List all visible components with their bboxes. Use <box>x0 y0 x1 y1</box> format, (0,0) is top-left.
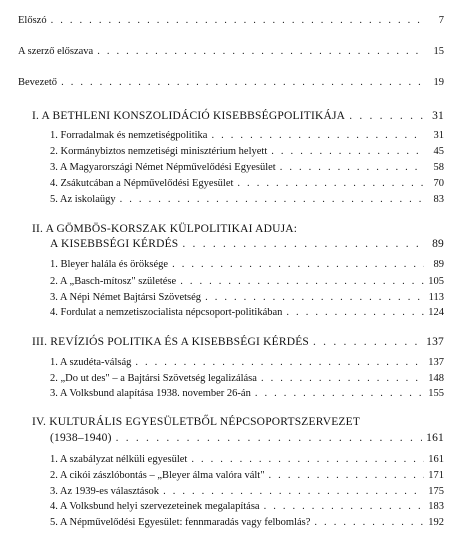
toc-entry-page: 31 <box>433 130 444 141</box>
toc-entry-page: 105 <box>428 276 444 287</box>
toc-entry-page: 161 <box>426 432 444 444</box>
toc-entry-title: 3. A Volksbund alapítása 1938. november 26-án <box>50 388 251 399</box>
toc-entry-title: 4. A Volksbund helyi szervezeteinek megalapítása <box>50 501 260 512</box>
dot-leader <box>120 193 424 206</box>
dot-leader <box>286 306 424 319</box>
toc-entry-title: 5. A Népművelődési Egyesület: fennmaradás vagy felbomlás? <box>50 517 311 528</box>
toc-section-heading <box>50 432 444 445</box>
toc-entry <box>50 161 444 174</box>
dot-leader <box>237 177 424 190</box>
toc-entry-page: 83 <box>433 194 444 205</box>
toc-entry <box>18 14 444 27</box>
toc-entry-page: 183 <box>428 501 444 512</box>
toc-entry-page: 58 <box>433 162 444 173</box>
dot-leader <box>205 291 424 304</box>
toc-entry-title: 2. „Do ut des" – a Bajtársi Szövetség legalizálása <box>50 373 257 384</box>
toc-entry-page: 31 <box>432 110 444 122</box>
toc-entry-page: 137 <box>426 336 444 348</box>
dot-leader <box>261 372 424 385</box>
toc-entry-title: 3. A Népi Német Bajtársi Szövetség <box>50 292 202 303</box>
dot-leader <box>314 516 424 529</box>
toc-entry-title: (1938–1940) <box>50 432 112 444</box>
toc-entry <box>50 258 444 271</box>
dot-leader <box>51 14 424 27</box>
toc-entry <box>50 291 444 304</box>
toc-entry <box>50 356 444 369</box>
toc-entry-page: 113 <box>428 292 444 303</box>
dot-leader <box>280 161 424 174</box>
toc-entry-title: I. A BETHLENI KONSZOLIDÁCIÓ KISEBBSÉGPOLITIKÁJA <box>32 110 346 122</box>
dot-leader <box>264 500 424 513</box>
toc-entry <box>50 387 444 400</box>
toc-entry-page: 148 <box>428 373 444 384</box>
toc-entry <box>50 453 444 466</box>
toc-entry-page: 192 <box>428 517 444 528</box>
dot-leader <box>97 45 424 58</box>
toc-entry-title: 2. A „Basch-mítosz" születése <box>50 276 177 287</box>
toc-section-heading: IV. KULTURÁLIS EGYESÜLETBŐL NÉPCSOPORTSZERVEZET <box>32 416 361 428</box>
toc-entry-title: 3. Az 1939-es választások <box>50 486 160 497</box>
toc-entry <box>18 45 444 58</box>
toc-section-heading <box>32 336 444 349</box>
toc-entry-page: 7 <box>438 15 444 26</box>
toc-entry-title: 1. A szabályzat nélküli egyesület <box>50 454 188 465</box>
toc-entry-page: 175 <box>428 486 444 497</box>
toc-entry <box>50 500 444 513</box>
toc-entry <box>50 469 444 482</box>
toc-entry-title: Előszó <box>18 15 47 26</box>
dot-leader <box>211 129 424 142</box>
toc-entry-title: 5. Az iskolaügy <box>50 194 116 205</box>
dot-leader <box>180 275 424 288</box>
toc-entry-title: 3. A Magyarországi Német Népművelődési Egyesület <box>50 162 276 173</box>
toc-entry-title: A szerző előszava <box>18 46 94 57</box>
toc-entry-page: 155 <box>428 388 444 399</box>
toc-entry <box>50 129 444 142</box>
toc-entry-title: III. REVÍZIÓS POLITIKA ÉS A KISEBBSÉGI KÉRDÉS <box>32 336 310 348</box>
toc-entry-title: 2. A cikói zászlóbontás – „Bleyer álma valóra vált" <box>50 470 265 481</box>
toc-entry-title: 1. A szudéta-válság <box>50 357 132 368</box>
dot-leader <box>255 387 424 400</box>
dot-leader <box>172 258 424 271</box>
toc-entry-page: 137 <box>428 357 444 368</box>
toc-entry <box>50 306 444 319</box>
dot-leader <box>163 485 424 498</box>
toc-entry-page: 161 <box>428 454 444 465</box>
toc-entry <box>50 372 444 385</box>
toc-entry-page: 89 <box>432 238 444 250</box>
dot-leader <box>116 432 423 445</box>
toc-entry-page: 124 <box>428 307 444 318</box>
toc-entry <box>50 485 444 498</box>
toc-entry <box>50 145 444 158</box>
toc-entry-title: 4. Zsákutcában a Népművelődési Egyesület <box>50 178 234 189</box>
toc-entry-title: Bevezető <box>18 77 58 88</box>
toc-entry-page: 70 <box>433 178 444 189</box>
toc-section-heading <box>32 110 444 123</box>
toc-entry-title: A KISEBBSÉGI KÉRDÉS <box>50 238 179 250</box>
toc-entry-title: 1. Forradalmak és nemzetiségpolitika <box>50 130 208 141</box>
toc-entry-page: 89 <box>433 259 444 270</box>
dot-leader <box>182 238 424 251</box>
toc-entry <box>50 516 444 529</box>
toc-entry-title: 1. Bleyer halála és öröksége <box>50 259 169 270</box>
dot-leader <box>61 76 424 89</box>
toc-entry-title: 4. Fordulat a nemzetiszocialista népcsoport-politikában <box>50 307 283 318</box>
toc-entry-title: 2. Kormánybiztos nemzetiségi minisztérium helyett <box>50 146 268 157</box>
toc-entry <box>18 76 444 89</box>
dot-leader <box>191 453 424 466</box>
toc-entry <box>50 177 444 190</box>
toc-entry <box>50 193 444 206</box>
dot-leader <box>313 336 422 349</box>
dot-leader <box>349 110 424 123</box>
dot-leader <box>135 356 424 369</box>
toc-entry-page: 19 <box>433 77 444 88</box>
toc-entry-page: 15 <box>433 46 444 57</box>
dot-leader <box>271 145 424 158</box>
dot-leader <box>269 469 424 482</box>
toc-section-heading <box>50 238 444 251</box>
toc-entry-page: 171 <box>428 470 444 481</box>
toc-entry-page: 45 <box>433 146 444 157</box>
toc-entry <box>50 275 444 288</box>
toc-section-heading: II. A GÖMBÖS-KORSZAK KÜLPOLITIKAI ADUJA: <box>32 223 298 235</box>
